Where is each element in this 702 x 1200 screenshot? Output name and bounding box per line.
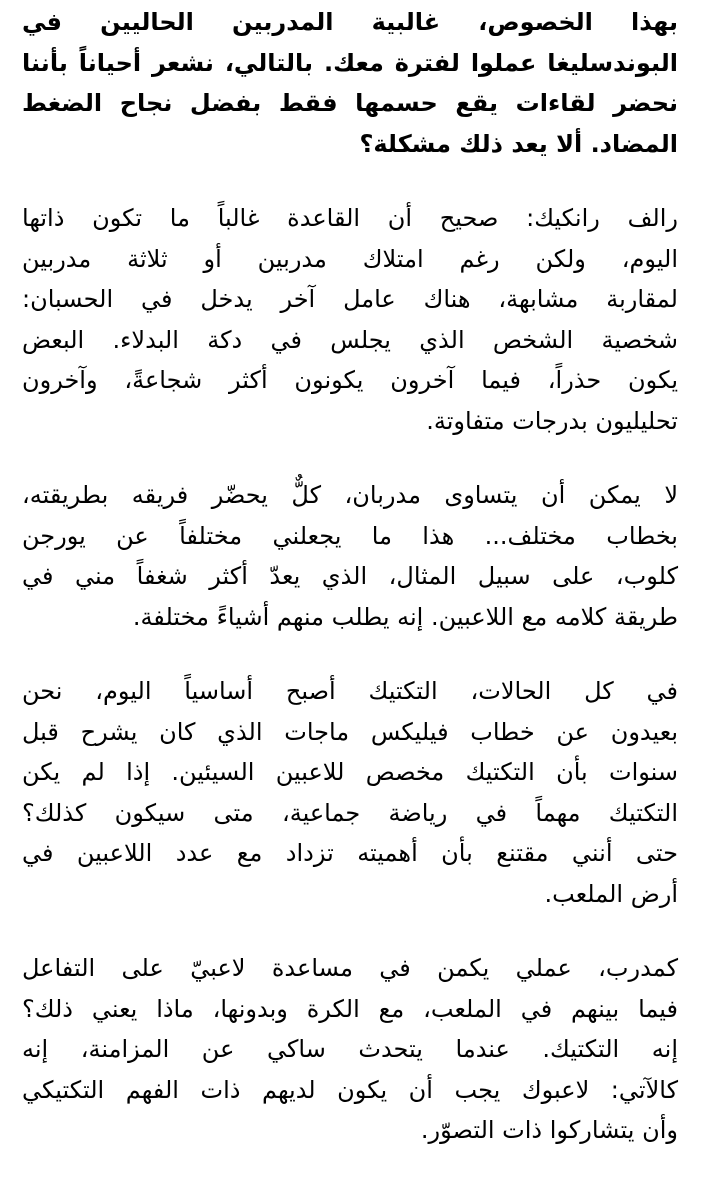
- text-line: نحضر لقاءات يقع حسمها فقط بفضل نجاح الضغط: [22, 89, 678, 117]
- answer-paragraph: [22, 198, 678, 441]
- text-line: وأن يتشاركوا ذات التصوّر.: [420, 1116, 678, 1144]
- text-line: إنه التكتيك. عندما يتحدث ساكي عن المزامنة، إنه: [22, 1035, 678, 1063]
- text-line: أرض الملعب.: [544, 879, 678, 908]
- question-paragraph: [22, 2, 678, 164]
- text-line: حتى أنني مقتنع بأن أهميته تزداد مع عدد اللاعبين في: [22, 839, 678, 867]
- text-line: البوندسليغا عملوا لفترة معك. بالتالي، نشعر أحياناً بأننا: [22, 48, 678, 77]
- text-line: بعيدون عن خطاب فيليكس ماجات الذي كان يشرح قبل: [22, 717, 678, 746]
- text-line: طريقة كلامه مع اللاعبين. إنه يطلب منهم أشياءً مختلفة.: [132, 602, 678, 631]
- text-line: فيما بينهم في الملعب، مع الكرة وبدونها، ماذا يعني ذلك؟: [22, 994, 678, 1023]
- text-line: تحليليون بدرجات متفاوتة.: [426, 406, 678, 435]
- text-line: يكون حذراً، فيما آخرون يكونون أكثر شجاعةً، وآخرون: [22, 366, 678, 394]
- text-line: التكتيك مهماً في رياضة جماعية، متى سيكون كذلك؟: [22, 798, 678, 827]
- text-line: بهذا الخصوص، غالبية المدربين الحاليين في: [22, 8, 678, 36]
- body-paragraph: [22, 475, 678, 637]
- text-line: اليوم، ولكن رغم امتلاك مدربين أو ثلاثة مدربين: [22, 244, 678, 273]
- body-paragraph: [22, 671, 678, 914]
- text-line: رالف رانكيك: صحيح أن القاعدة غالباً ما تكون ذاتها: [22, 204, 678, 232]
- text-line: المضاد. ألا يعد ذلك مشكلة؟: [359, 129, 678, 158]
- text-line: سنوات بأن التكتيك مخصص للاعبين السيئين. إذا لم يكن: [22, 758, 678, 786]
- text-line: شخصية الشخص الذي يجلس في دكة البدلاء. البعض: [22, 325, 678, 354]
- body-paragraph: [22, 948, 678, 1151]
- text-line: في كل الحالات، التكتيك أصبح أساسياً اليوم، نحن: [22, 677, 678, 705]
- text-line: كالآتي: لاعبوك يجب أن يكون لديهم ذات الفهم التكتيكي: [22, 1075, 678, 1104]
- text-line: كلوب، على سبيل المثال، الذي يعدّ أكثر شغفاً مني في: [22, 562, 678, 590]
- text-line: لا يمكن أن يتساوى مدربان، كلٌّ يحضّر فريقه بطريقته،: [22, 481, 678, 509]
- text-line: كمدرب، عملي يكمن في مساعدة لاعبيّ على التفاعل: [22, 954, 678, 982]
- text-line: لمقاربة مشابهة، هناك عامل آخر يدخل في الحسبان:: [22, 285, 678, 313]
- text-line: بخطاب مختلف... هذا ما يجعلني مختلفاً عن يورجن: [22, 521, 678, 550]
